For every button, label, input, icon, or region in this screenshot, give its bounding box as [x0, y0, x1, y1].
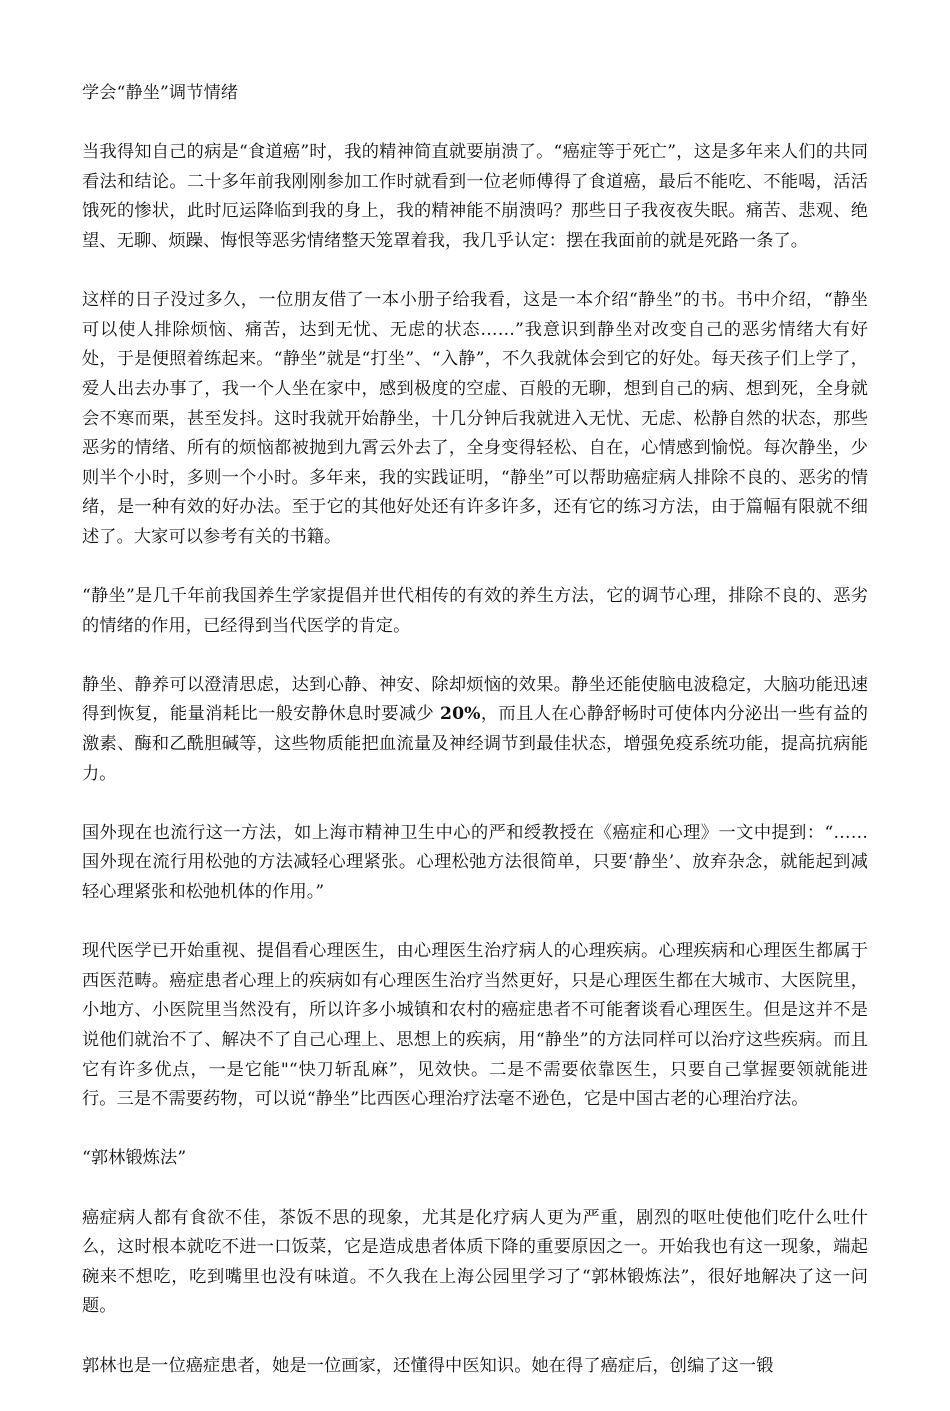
paragraph-appetite: 癌症病人都有食欲不佳，茶饭不思的现象，尤其是化疗病人更为严重，剧烈的呕吐使他们吃什么吐什么，这时根本就吃不进一口饭菜，它是造成患者体质下降的重要原因之一。开始我也有这一现象，端起碗来不想吃，吃到嘴里也没有味道。不久我在上海公园里学习了“郭林锻炼法”，很好地解决了这一问题。	[82, 1207, 868, 1317]
paragraph-foreign-practice: 国外现在也流行这一方法，如上海市精神卫生中心的严和绶教授在《癌症和心理》一文中提到：“……国外现在流行用松弛的方法减轻心理紧张。心理松弛方法很简单，只要‘静坐’、放弃杂念，就能起到减轻心理紧张和松弛机体的作用。”	[82, 822, 868, 903]
energy-reduction-percent: 20%	[440, 704, 481, 725]
benefits-text-after: ，而且人在心静舒畅时可使体内分泌出一些有益的激素、酶和乙酰胆碱等，这些物质能把血流量及神经调节到最佳状态，增强免疫系统功能，提高抗病能力。	[82, 704, 868, 784]
benefits-text-before: 静坐、静养可以澄清思虑，达到心静、神安、除却烦恼的效果。静坐还能使脑电波稳定，大脑功能迅速得到恢复，能量消耗比一般安静休息时要减少	[82, 674, 868, 725]
paragraph-guolin-intro: 郭林也是一位癌症患者，她是一位画家，还懂得中医知识。她在得了癌症后，创编了这一锻	[82, 1355, 774, 1376]
document-body	[82, 79, 868, 1411]
section-heading-guolin: “郭林锻炼法”	[82, 1148, 187, 1169]
paragraph-meditation-history: “静坐”是几千年前我国养生学家提倡并世代相传的有效的养生方法，它的调节心理，排除不良的、恶劣的情绪的作用，已经得到当代医学的肯定。	[82, 586, 868, 636]
paragraph-psychology: 现代医学已开始重视、提倡看心理医生，由心理医生治疗病人的心理疾病。心理疾病和心理医生都属于西医范畴。癌症患者心理上的疾病如有心理医生治疗当然更好，只是心理医生都在大城市、大医院里，小地方、小医院里当然没有，所以许多小城镇和农村的癌症患者不可能奢谈看心理医生。但是这并不是说他们就治不了、解决不了自己心理上、思想上的疾病，用“静坐”的方法同样可以治疗这些疾病。而且它有许多优点，一是它能"“快刀斩乱麻”，见效快。二是不需要依靠医生，只要自己掌握要领就能进行。三是不需要药物，可以说“静坐”比西医心理治疗法毫不逊色，它是中国古老的心理治疗法。	[82, 941, 868, 1110]
paragraph-meditation-benefits	[82, 671, 868, 789]
article-title: 学会“静坐”调节情绪	[82, 83, 239, 103]
paragraph-meditation-experience: 这样的日子没过多久，一位朋友借了一本小册子给我看，这是一本介绍“静坐”的书。书中介绍，“静坐可以使人排除烦恼、痛苦，达到无忧、无虑的状态……”我意识到静坐对改变自己的恶劣情绪大有好处，于是便照着练起来。“静坐”就是“打坐”、“入静”，不久我就体会到它的好处。每天孩子们上学了，爱人出去办事了，我一个人坐在家中，感到极度的空虚、百般的无聊，想到自己的病、想到死，全身就会不寒而栗，甚至发抖。这时我就开始静坐，十几分钟后我就进入无忧、无虑、松静自然的状态，那些恶劣的情绪、所有的烦恼都被抛到九霄云外去了，全身变得轻松、自在，心情感到愉悦。每次静坐，少则半个小时，多则一个小时。多年来，我的实践证明，“静坐”可以帮助癌症病人排除不良的、恶劣的情绪，是一种有效的好办法。至于它的其他好处还有许多许多，还有它的练习方法，由于篇幅有限就不细述了。大家可以参考有关的书籍。	[82, 290, 868, 547]
paragraph-diagnosis: 当我得知自己的病是“食道癌”时，我的精神简直就要崩溃了。“癌症等于死亡”，这是多年来人们的共同看法和结论。二十多年前我刚刚参加工作时就看到一位老师傅得了食道癌，最后不能吃、不能喝，活活饿死的惨状，此时厄运降临到我的身上，我的精神能不崩溃吗？那些日子我夜夜失眠。痛苦、悲观、绝望、无聊、烦躁、悔恨等恶劣情绪整天笼罩着我，我几乎认定：摆在我面前的就是死路一条了。	[82, 142, 868, 251]
